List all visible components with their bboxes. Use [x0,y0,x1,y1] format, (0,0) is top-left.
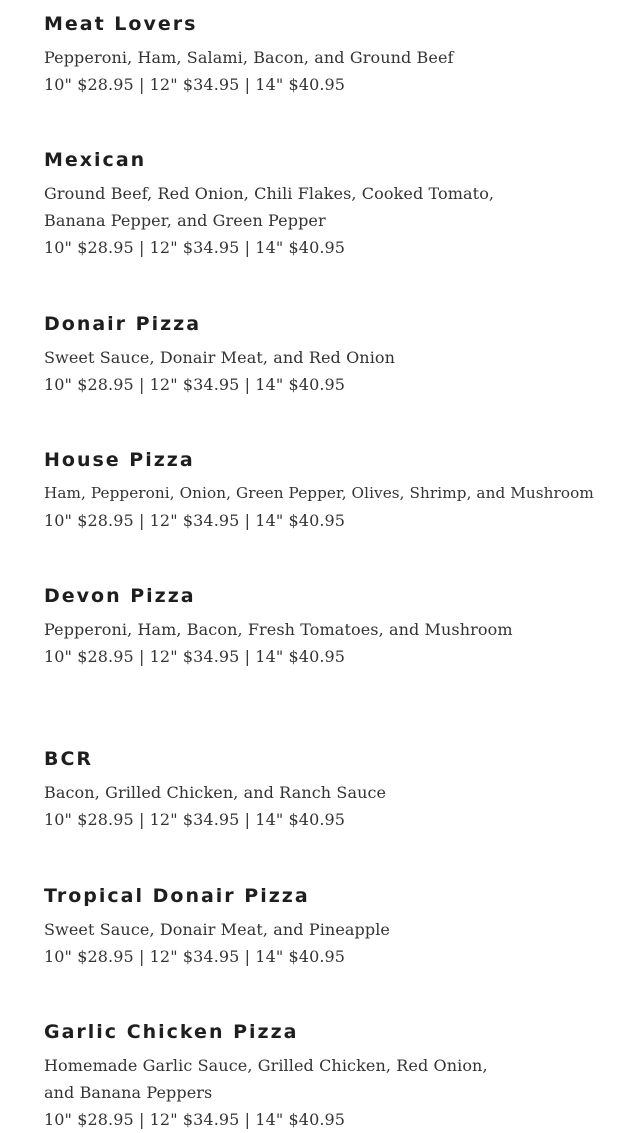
item-price: 10" $28.95 | 12" $34.95 | 14" $40.95 [44,375,346,394]
item-price: 10" $28.95 | 12" $34.95 | 14" $40.95 [44,810,346,829]
item-name: Tropical Donair Pizza [44,885,310,907]
item-description-line: Banana Pepper, and Green Pepper [44,211,326,230]
item-description [44,616,604,643]
item-price: 10" $28.95 | 12" $34.95 | 14" $40.95 [44,511,346,530]
item-description-line: Ground Beef, Red Onion, Chili Flakes, Cooked Tomato, [44,184,495,203]
item-description-line: Sweet Sauce, Donair Meat, and Pineapple [44,920,391,939]
menu-item-devon-pizza [44,584,604,670]
item-description-line: Bacon, Grilled Chicken, and Ranch Sauce [44,783,387,802]
menu-item-meat-lovers [44,12,604,98]
item-description [44,344,604,371]
item-price: 10" $28.95 | 12" $34.95 | 14" $40.95 [44,647,346,666]
item-price: 10" $28.95 | 12" $34.95 | 14" $40.95 [44,1110,346,1129]
item-price: 10" $28.95 | 12" $34.95 | 14" $40.95 [44,75,346,94]
item-description [44,916,604,943]
menu-item-donair-pizza [44,312,604,398]
item-description [44,480,604,507]
item-description-line: Pepperoni, Ham, Bacon, Fresh Tomatoes, and Mushroom [44,620,513,639]
menu-item-house-pizza [44,448,604,534]
item-description [44,1052,604,1106]
item-name: Devon Pizza [44,585,196,607]
item-description-line: and Banana Peppers [44,1083,213,1102]
item-description-line: Ham, Pepperoni, Onion, Green Pepper, Olives, Shrimp, and Mushroom [44,484,594,502]
item-name: BCR [44,748,94,770]
item-name: House Pizza [44,449,195,471]
item-description [44,779,604,806]
item-description [44,44,604,71]
menu-item-tropical-donair-pizza [44,884,604,970]
menu-item-mexican [44,148,604,261]
item-name: Garlic Chicken Pizza [44,1021,299,1043]
item-description-line: Homemade Garlic Sauce, Grilled Chicken, Red Onion, [44,1056,488,1075]
item-name: Mexican [44,149,147,171]
menu-item-bcr [44,747,604,833]
item-description-line: Pepperoni, Ham, Salami, Bacon, and Ground Beef [44,48,454,67]
item-description-line: Sweet Sauce, Donair Meat, and Red Onion [44,348,396,367]
menu-item-garlic-chicken-pizza [44,1020,604,1133]
item-description [44,180,604,234]
item-name: Meat Lovers [44,13,198,35]
item-name: Donair Pizza [44,313,202,335]
item-price: 10" $28.95 | 12" $34.95 | 14" $40.95 [44,238,346,257]
item-price: 10" $28.95 | 12" $34.95 | 14" $40.95 [44,947,346,966]
